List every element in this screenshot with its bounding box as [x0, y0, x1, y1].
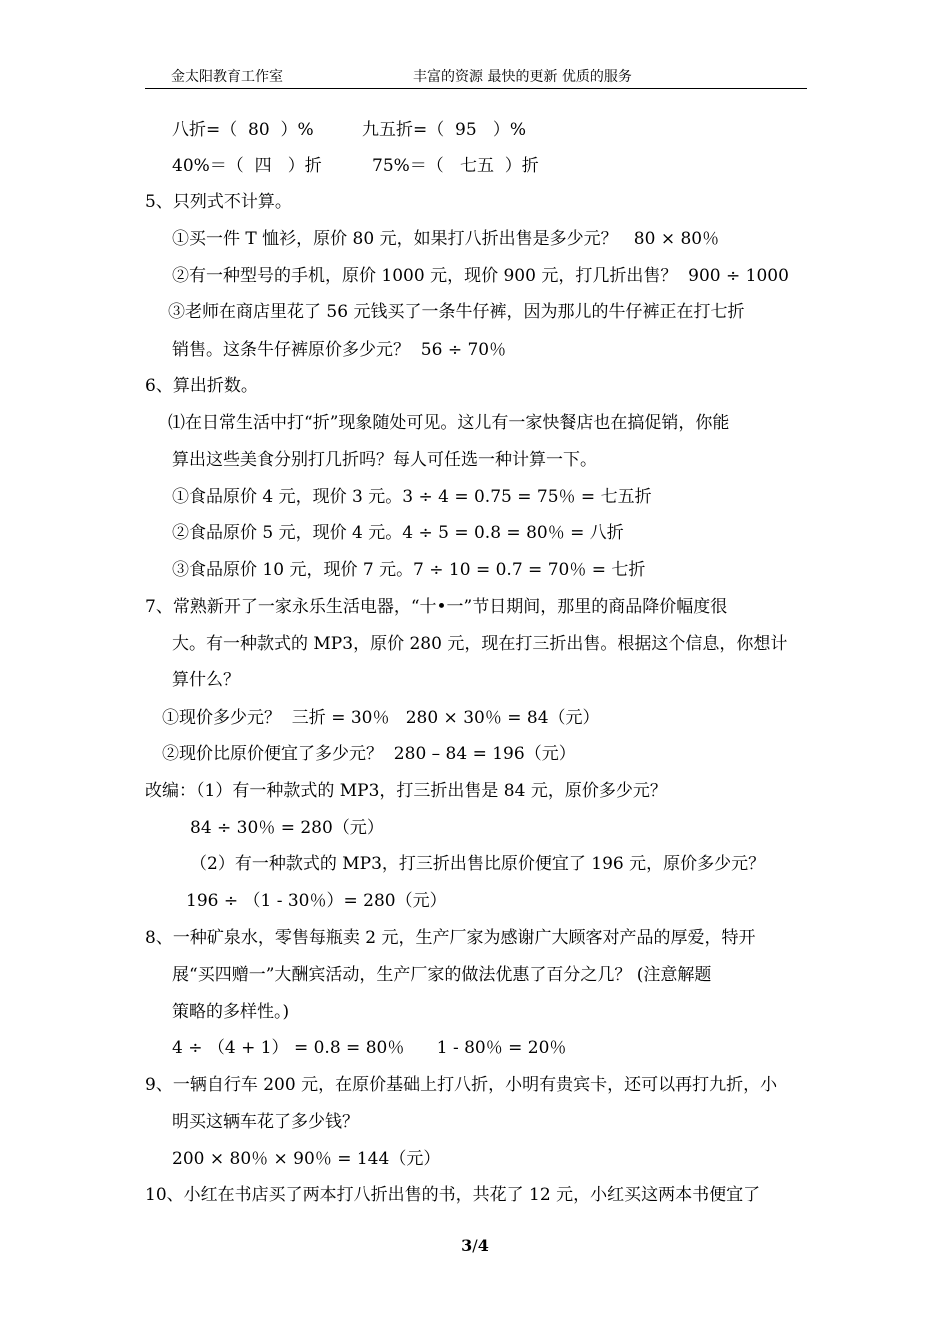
text-line: 84 ÷ 30％ = 280（元）	[190, 818, 384, 838]
text-line: ②食品原价 5 元，现价 4 元。4 ÷ 5 = 0.8 = 80％ = 八折	[172, 523, 624, 543]
text-line: 展“买四赠一”大酬宾活动，生产厂家的做法优惠了百分之几？ (注意解题	[172, 965, 712, 985]
text-line: 6、算出折数。	[145, 376, 258, 396]
text-line: 4 ÷ （4 + 1） = 0.8 = 80％ 1 - 80％ = 20％	[172, 1038, 567, 1058]
text-line: 九五折=（ 95 ）%	[362, 120, 527, 140]
text-line: ②现价比原价便宜了多少元？ 280 – 84 = 196（元）	[162, 744, 576, 764]
header-left-text: 金太阳教育工作室	[171, 69, 283, 85]
text-line: 算什么？	[172, 670, 240, 690]
text-line: 大。有一种款式的 MP3，原价 280 元，现在打三折出售。根据这个信息，你想计	[172, 634, 788, 654]
total-pages: 4	[477, 1236, 489, 1255]
header-right-text: 丰富的资源 最快的更新 优质的服务	[413, 69, 632, 85]
text-line: 明买这辆车花了多少钱？	[172, 1112, 359, 1132]
text-line: ③食品原价 10 元，现价 7 元。7 ÷ 10 = 0.7 = 70％ = 七折	[172, 560, 646, 580]
text-line: ①买一件 T 恤衫，原价 80 元，如果打八折出售是多少元？ 80 × 80％	[172, 229, 720, 249]
text-line: ②有一种型号的手机，原价 1000 元，现价 900 元，打几折出售？ 900 ÷ 1000	[172, 266, 789, 286]
text-line: 8、一种矿泉水，零售每瓶卖 2 元，生产厂家为感谢广大顾客对产品的厚爱，特开	[145, 928, 756, 948]
text-line: ③老师在商店里花了 56 元钱买了一条牛仔裤，因为那儿的牛仔裤正在打七折	[168, 302, 745, 322]
text-line: 40%＝（ 四 ）折	[172, 156, 322, 176]
text-line: 改编：（1）有一种款式的 MP3，打三折出售是 84 元，原价多少元？	[145, 781, 667, 801]
text-line: 200 × 80％ × 90％ = 144（元）	[172, 1149, 441, 1169]
text-line: 5、只列式不计算。	[145, 192, 292, 212]
text-line: 196 ÷ （1 - 30％）= 280（元）	[186, 891, 447, 911]
text-line: （2）有一种款式的 MP3，打三折出售比原价便宜了 196 元，原价多少元？	[190, 854, 766, 874]
text-line: 八折=（ 80 ）%	[172, 120, 314, 140]
current-page: 3	[461, 1236, 473, 1255]
page-number	[0, 1236, 950, 1255]
text-line: ⑴在日常生活中打“折”现象随处可见。这儿有一家快餐店也在搞促销，你能	[168, 413, 730, 433]
text-line: 策略的多样性。)	[172, 1002, 290, 1022]
text-line: ①食品原价 4 元，现价 3 元。3 ÷ 4 = 0.75 = 75％ = 七五折	[172, 487, 652, 507]
text-line: 7、常熟新开了一家永乐生活电器，“十•一”节日期间，那里的商品降价幅度很	[145, 597, 728, 617]
text-line: 10、小红在书店买了两本打八折出售的书，共花了 12 元，小红买这两本书便宜了	[145, 1185, 761, 1205]
text-line: 9、一辆自行车 200 元，在原价基础上打八折，小明有贵宾卡，还可以再打九折，小	[145, 1075, 778, 1095]
page-separator: /	[472, 1236, 478, 1255]
text-line: ①现价多少元？ 三折 = 30％ 280 × 30％ = 84（元）	[162, 708, 600, 728]
text-line: 75%＝（ 七五 ）折	[372, 156, 539, 176]
text-line: 算出这些美食分别打几折吗？每人可任选一种计算一下。	[172, 450, 597, 470]
page-header	[145, 64, 807, 89]
text-line: 销售。这条牛仔裤原价多少元？ 56 ÷ 70％	[172, 340, 507, 360]
